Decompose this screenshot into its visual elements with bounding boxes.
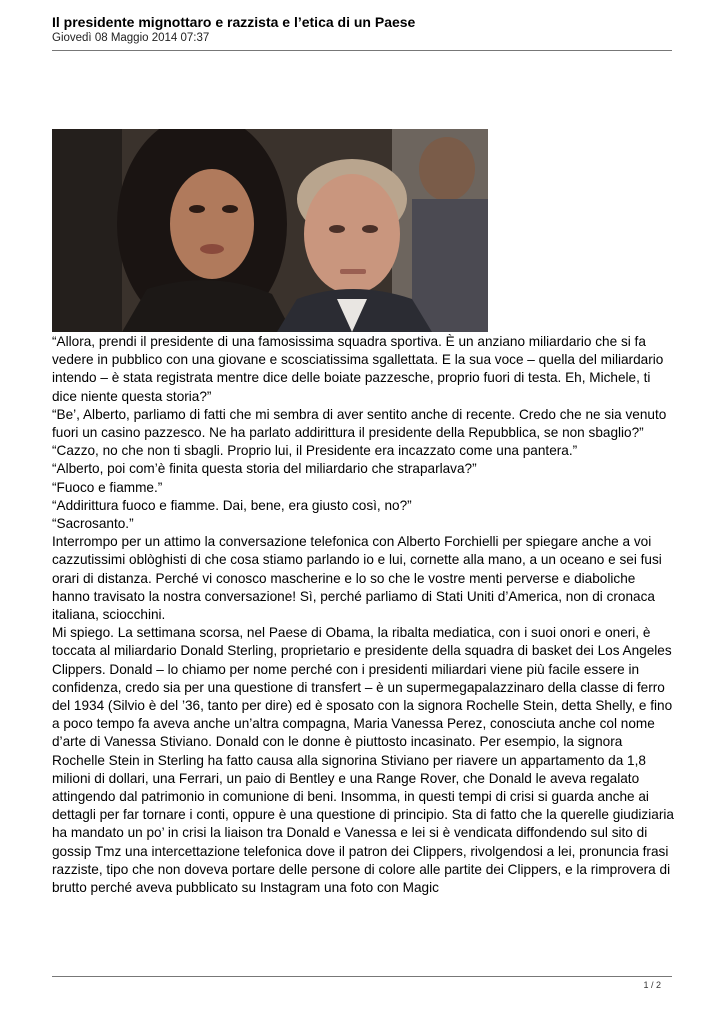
- paragraph: “Alberto, poi com’è finita questa storia del miliardario che straparlava?”: [52, 461, 477, 477]
- paragraph: “Sacrosanto.”: [52, 516, 134, 532]
- paragraph: Interrompo per un attimo la conversazione telefonica con Alberto Forchielli per spiegare anche a voi cazzutissimi oblòghisti di che cosa stiamo parlando io e lui, cornette alla mano, a un oceano e sei fusi orari di distanza. Perché vi conosco mascherine e lo so che le vostre menti perverse e diaboliche hanno travisato la nostra conversazione! Sì, perché parliamo di Stati Uniti d’America, non di cronaca italiana, sciocchini.: [52, 534, 662, 623]
- article-title: Il presidente mignottaro e razzista e l’etica di un Paese: [52, 14, 416, 30]
- article-header: [52, 14, 672, 46]
- paragraph: “Be’, Alberto, parliamo di fatti che mi sembra di aver sentito anche di recente. Credo che ne sia venuto fuori un casino pazzesco. Ne ha parlato addirittura il presidente della Repubblica, se non sbaglio?”: [52, 406, 667, 441]
- footer-divider: [52, 976, 672, 977]
- paragraph: Mi spiego. La settimana scorsa, nel Paese di Obama, la ribalta mediatica, con i suoi onori e oneri, è toccata al miliardario Donald Sterling, proprietario e presidente della squadra di basket dei Los Angeles Clippers. Donald – lo chiamo per nome perché con i presidenti miliardari viene più facile essere in confidenza, credo sia per una questione di transfert – è un supermegapalazzinaro della classe di ferro del 1934 (Silvio è del ’36, tanto per dire) ed è sposato con la signora Rochelle Stein, detta Shelly, e fino a poco tempo fa aveva anche un’altra compagna, Maria Vanessa Perez, conosciuta anche col nome d’arte di Vanessa Stiviano. Donald con le donne è piuttosto incasinato. Per esempio, la signora Rochelle Stein in Sterling ha fatto causa alla signorina Stiviano per riavere un appartamento da 1,8 milioni di dollari, una Ferrari, un paio di Bentley e una Range Rover, che Donald le aveva regalato attingendo dal patrimonio in comunione di beni. Insomma, in questi tempi di crisi si guarda anche ai dettagli per far tornare i conti, oppure è una questione di principio. Sta di fatto che la querelle giudiziaria ha mandato un po’ in crisi la liaison tra Donald e Vanessa e lei si è vendicata diffondendo sul sito di gossip Tmz una intercettazione telefonica dove il patron dei Clippers, rivolgendosi a lei, pronuncia frasi razziste, tipo che non doveva portare delle persone di colore alle partite dei Clippers, e la rimprovera di brutto perché aveva pubblicato su Instagram una foto con Magic: [52, 625, 674, 896]
- photo-of-woman-and-elderly-man-courtside-icon: [52, 129, 488, 332]
- paragraph: “Fuoco e fiamme.”: [52, 479, 163, 495]
- header-divider: [52, 50, 672, 51]
- article-photo: [52, 129, 488, 332]
- article-date: Giovedì 08 Maggio 2014 07:37: [52, 32, 210, 44]
- page-number: 1 / 2: [643, 980, 661, 990]
- article-body: [52, 333, 674, 897]
- paragraph: “Addirittura fuoco e fiamme. Dai, bene, era giusto così, no?”: [52, 497, 412, 513]
- paragraph: “Allora, prendi il presidente di una famosissima squadra sportiva. È un anziano miliardario che si fa vedere in pubblico con una giovane e scosciatissima sgallettata. E la sua voce – quella del miliardario intendo – è stata registrata mentre dice delle boiate pazzesche, proprio fuori di testa. Eh, Michele, ti dice niente questa storia?”: [52, 334, 664, 404]
- paragraph: “Cazzo, no che non ti sbagli. Proprio lui, il Presidente era incazzato come una pantera.”: [52, 443, 578, 459]
